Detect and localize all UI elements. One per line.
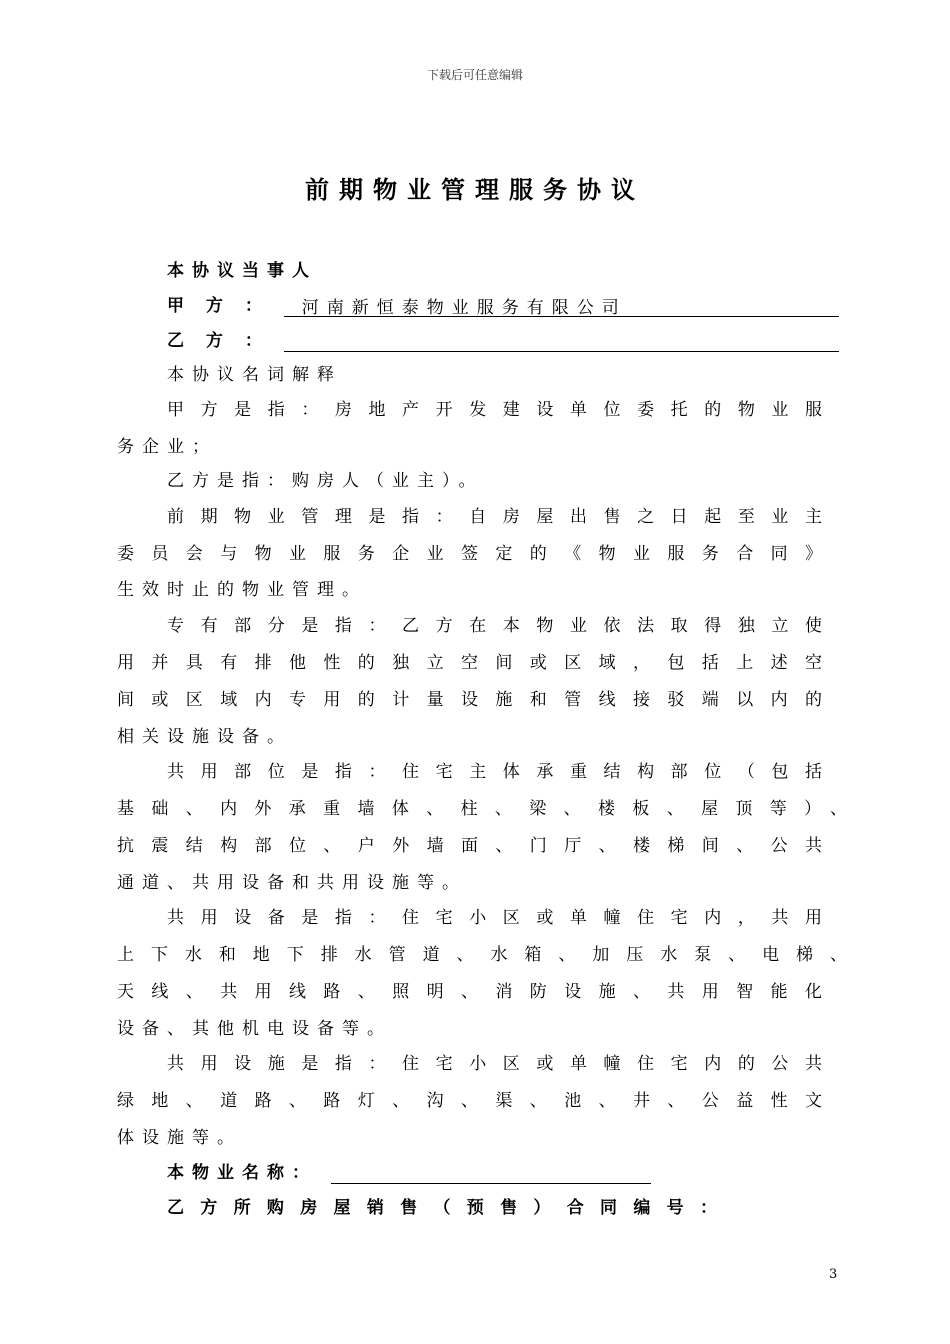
definition-line: 通道、共用设备和共用设施等。	[117, 873, 467, 893]
contract-number-label: 乙方所购房屋销售（预售）合同编号：	[167, 1198, 717, 1218]
definition-line: 设备、其他机电设备等。	[117, 1019, 392, 1039]
definition-line: 前期物业管理是指：自房屋出售之日起至业主	[167, 507, 822, 527]
party-a-row	[167, 295, 822, 317]
definition-line: 共用设备是指：住宅小区或单幢住宅内，共用	[167, 908, 822, 928]
definition-line: 抗震结构部位、户外墙面、门厅、楼梯间、公共	[117, 836, 822, 856]
definition-line: 共用设施是指：住宅小区或单幢住宅内的公共	[167, 1054, 822, 1074]
definitions-heading: 本协议名词解释	[167, 365, 342, 385]
definition-line: 间或区域内专用的计量设施和管线接驳端以内的	[117, 690, 822, 710]
property-name-row	[167, 1162, 822, 1184]
definition-line: 专有部分是指：乙方在本物业依法取得独立使	[167, 616, 822, 636]
definition-line: 用并具有排他性的独立空间或区域，包括上述空	[117, 653, 822, 673]
party-b-row	[167, 330, 822, 352]
property-name-label: 本物业名称：	[167, 1163, 317, 1183]
definition-line: 生效时止的物业管理。	[117, 580, 367, 600]
party-a-value: 河南新恒泰物业服务有限公司	[284, 297, 839, 317]
party-b-label: 乙 方 ：	[167, 331, 270, 351]
definition-line: 相关设施设备。	[117, 727, 292, 747]
header-note: 下载后可任意编辑	[426, 68, 523, 82]
definition-line: 体设施等。	[117, 1128, 242, 1148]
definition-line: 委员会与物业服务企业签定的《物业服务合同》	[117, 544, 822, 564]
definition-line: 务企业；	[117, 437, 217, 457]
page-number: 3	[829, 1267, 838, 1282]
definition-line: 甲方是指：房地产开发建设单位委托的物业服	[167, 400, 822, 420]
property-name-value	[331, 1164, 651, 1184]
page-title: 前期物业管理服务协议	[305, 175, 645, 204]
definition-line: 乙方是指：购房人（业主）。	[167, 471, 484, 491]
definition-line: 绿地、道路、路灯、沟、渠、池、井、公益性文	[117, 1091, 822, 1111]
definition-line: 基础、内外承重墙体、柱、梁、楼板、屋顶等）、	[117, 799, 847, 819]
party-b-value	[284, 332, 839, 352]
definition-line: 共用部位是指：住宅主体承重结构部位（包括	[167, 762, 822, 782]
definition-line: 上下水和地下排水管道、水箱、加压水泵、电梯、	[117, 945, 847, 965]
parties-heading: 本协议当事人	[167, 261, 317, 281]
definition-line: 天线、共用线路、照明、消防设施、共用智能化	[117, 982, 822, 1002]
party-a-label: 甲 方 ：	[167, 296, 270, 316]
